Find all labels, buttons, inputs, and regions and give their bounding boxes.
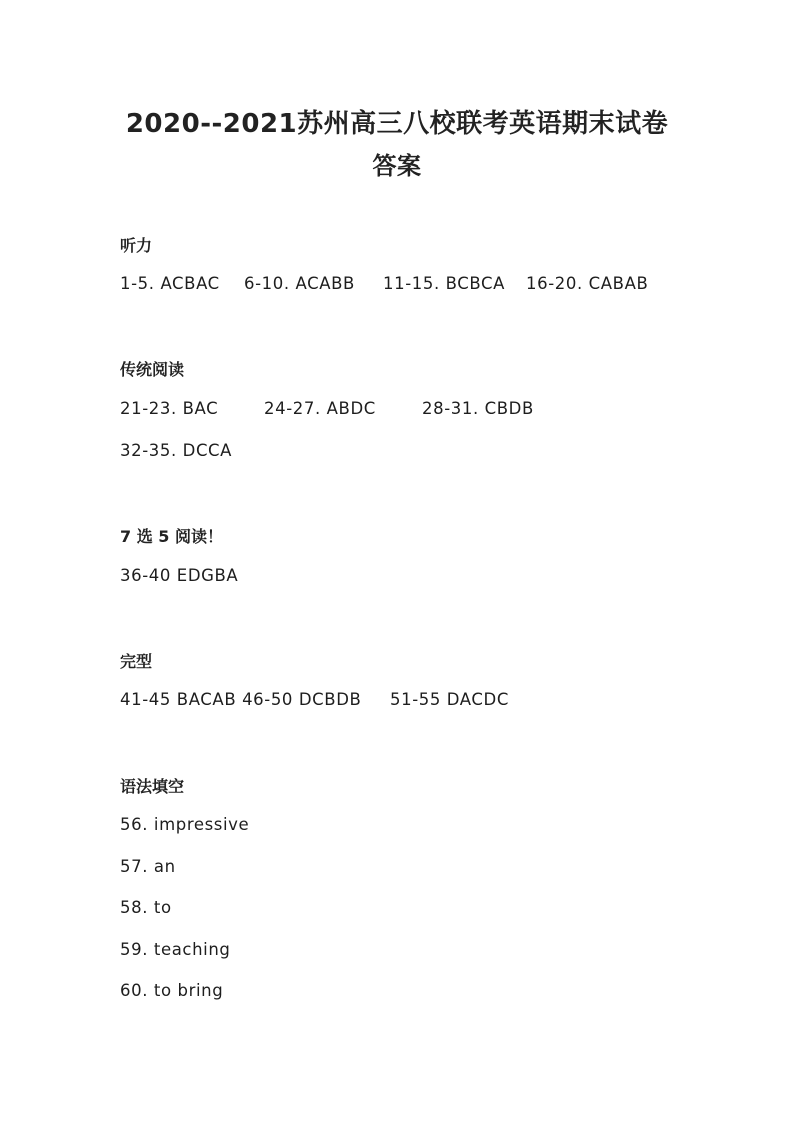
document-title: 2020--2021苏州高三八校联考英语期末试卷 — [125, 109, 669, 139]
answer-group: 1-5. ACBAC — [120, 274, 220, 293]
document-subtitle: 答案 — [372, 152, 422, 180]
answer-group: 16-20. CABAB — [526, 274, 649, 293]
answer-line-grammar: 57. an — [120, 857, 176, 876]
section-heading-grammar: 语法填空 — [120, 777, 185, 796]
answer-line-grammar: 60. to bring — [120, 981, 224, 1000]
answer-group: 11-15. BCBCA — [383, 274, 506, 293]
answer-group: 28-31. CBDB — [422, 399, 534, 418]
section-heading-seven-choose-five: 7 选 5 阅读！ — [120, 527, 223, 546]
answer-line-reading-2: 32-35. DCCA — [120, 441, 233, 460]
answer-line-seven-choose-five: 36-40 EDGBA — [120, 566, 239, 585]
answer-group: 51-55 DACDC — [390, 690, 509, 709]
answer-line-grammar: 58. to — [120, 898, 172, 917]
section-heading-listening: 听力 — [120, 236, 153, 255]
answer-group: 24-27. ABDC — [264, 399, 376, 418]
section-heading-reading: 传统阅读 — [120, 360, 185, 379]
answer-group: 6-10. ACABB — [244, 274, 355, 293]
answer-group: 41-45 BACAB 46-50 DCBDB — [120, 690, 362, 709]
answer-group: 21-23. BAC — [120, 399, 219, 418]
answer-line-grammar: 59. teaching — [120, 940, 231, 959]
answer-line-grammar: 56. impressive — [120, 815, 250, 834]
section-heading-cloze: 完型 — [120, 652, 153, 671]
